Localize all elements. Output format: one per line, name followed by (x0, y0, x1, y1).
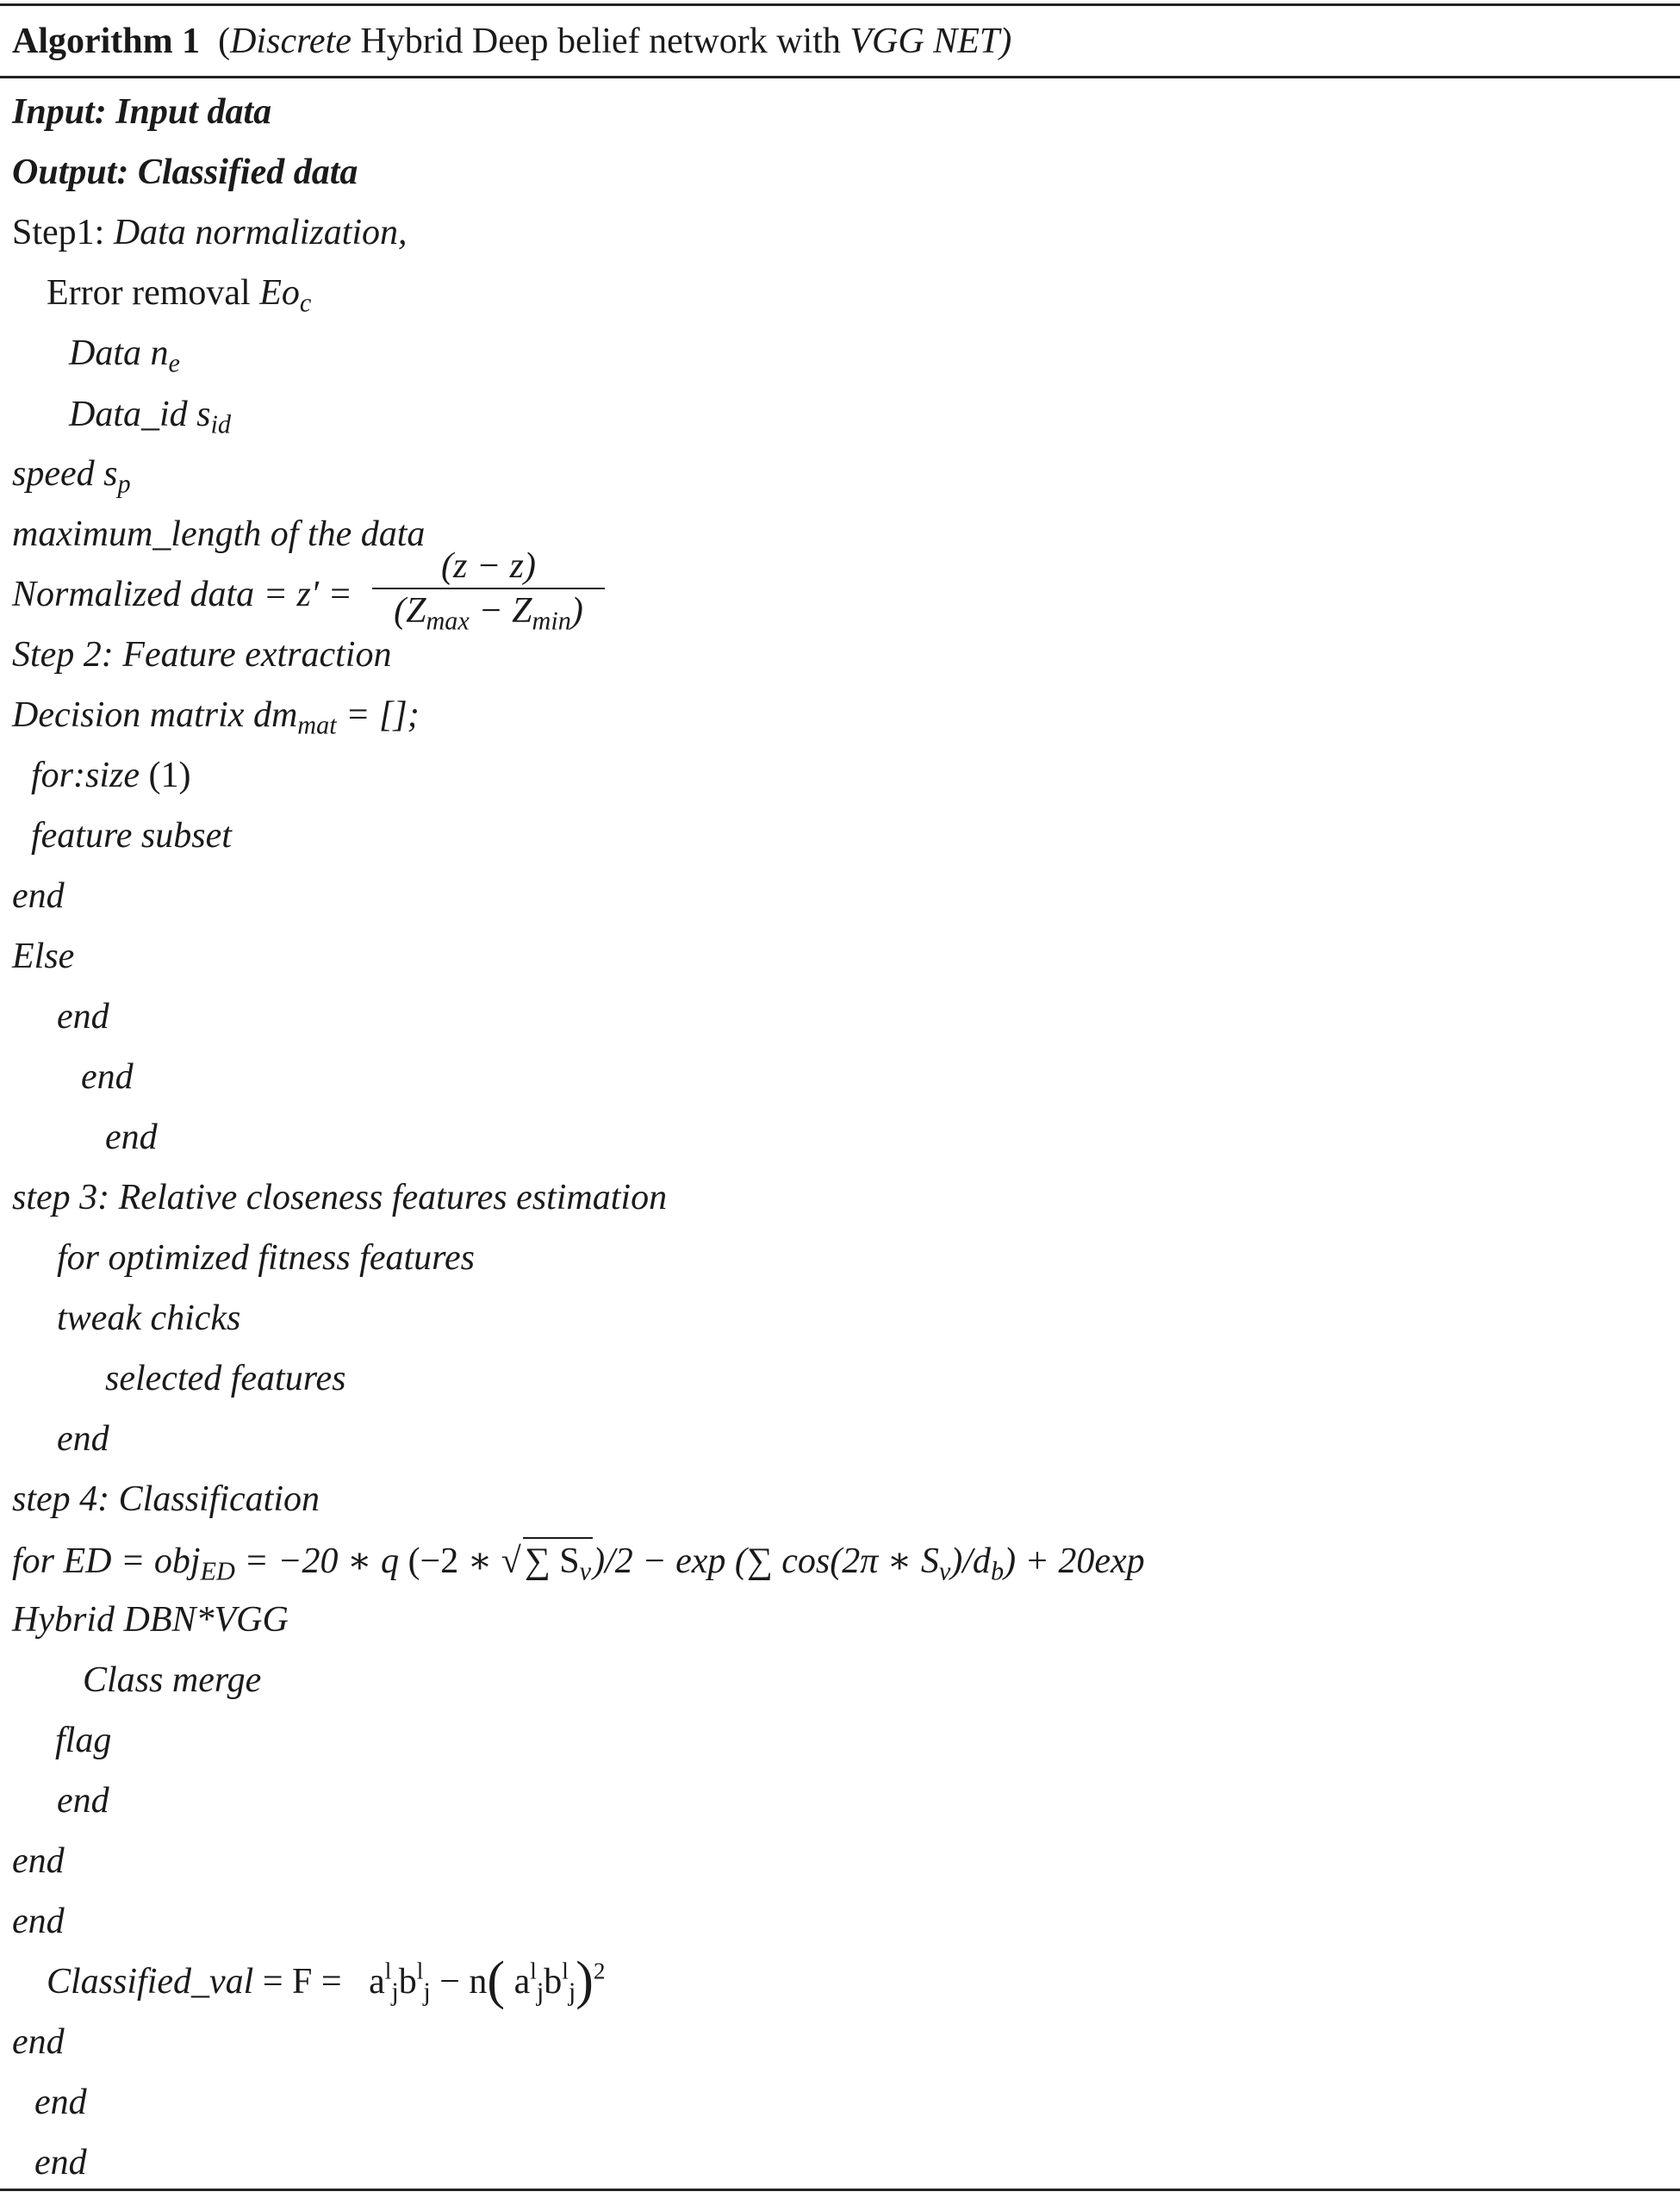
end-line: end (57, 1419, 109, 1459)
normalized-line: Normalized data = z′ = (12, 575, 352, 614)
end-line: end (12, 2022, 65, 2062)
end-line: end (57, 1781, 109, 1821)
fraction-denominator: $(Z_{max} - Z_{min})$ (394, 591, 583, 636)
end-line: end (34, 2083, 87, 2122)
selected-features-line: selected features (105, 1359, 346, 1398)
algorithm-label: Algorithm 1 (12, 22, 201, 61)
step2-line: Step 2: Feature extraction (12, 635, 392, 675)
maxlen-line: maximum_length of the data (12, 514, 426, 554)
for-optimized-line: for optimized fitness features (57, 1238, 475, 1278)
algorithm-caption: Algorithm 1 (Discrete Hybrid Deep belief network with VGG NET) (12, 22, 1012, 61)
step3-line: step 3: Relative closeness features estimation (12, 1178, 668, 1217)
end-line: end (12, 876, 65, 916)
top-rule (0, 3, 1680, 6)
flag-line: flag (55, 1721, 112, 1760)
else-line: Else (12, 937, 75, 976)
feature-subset-line: feature subset (31, 816, 232, 856)
decision-matrix-line: Decision matrix $dm_{mat}$ = []; (12, 695, 420, 740)
bottom-rule (0, 2189, 1680, 2191)
objective-formula-line: for ED = obj$_{ED}$ = −20 ∗ q (−2 ∗ √∑ $S_v)/2 - \exp$ (∑ cos(2π ∗ $S_v)/d_b) + 20\exp$ (12, 1537, 1145, 1584)
end-line: end (12, 1902, 65, 1941)
sqrt-radicand: ∑ $S_v$ (523, 1537, 593, 1584)
normalization-fraction (372, 545, 605, 636)
end-line: end (57, 997, 109, 1037)
end-line: end (34, 2143, 87, 2182)
error-removal-line: Error removal $Eo_c$ (47, 273, 312, 318)
caption-middle: Hybrid Deep belief network with (351, 22, 850, 61)
caption-rule (0, 76, 1680, 78)
end-line: end (105, 1118, 158, 1157)
fraction-numerator: (z − z) (440, 546, 536, 586)
step4-line: step 4: Classification (12, 1479, 320, 1519)
class-merge-line: Class merge (83, 1660, 262, 1700)
data-id-line: Data_id $s_{id}$ (69, 395, 232, 439)
step1-line: Step1: Data normalization, (12, 213, 408, 252)
hybrid-line: Hybrid DBN*VGG (12, 1600, 289, 1640)
end-line: end (12, 1841, 65, 1881)
for-size-line: for:size (1) (31, 756, 191, 795)
tweak-chicks-line: tweak chicks (57, 1298, 241, 1338)
caption-vgg: VGG NET) (849, 22, 1012, 61)
data-ne-line: Data $n_e$ (69, 333, 180, 378)
output-line: Output: Classified data (12, 153, 358, 192)
classified-formula-line: Classified_val = $F = a^l_jb^l_j - n$( $a^l_jb^l_j)^2$ (47, 1952, 606, 2010)
speed-line: speed $s_p$ (12, 454, 131, 499)
end-line: end (81, 1057, 134, 1097)
caption-discrete: Discrete (230, 22, 352, 61)
input-line: Input: Input data (12, 92, 272, 132)
